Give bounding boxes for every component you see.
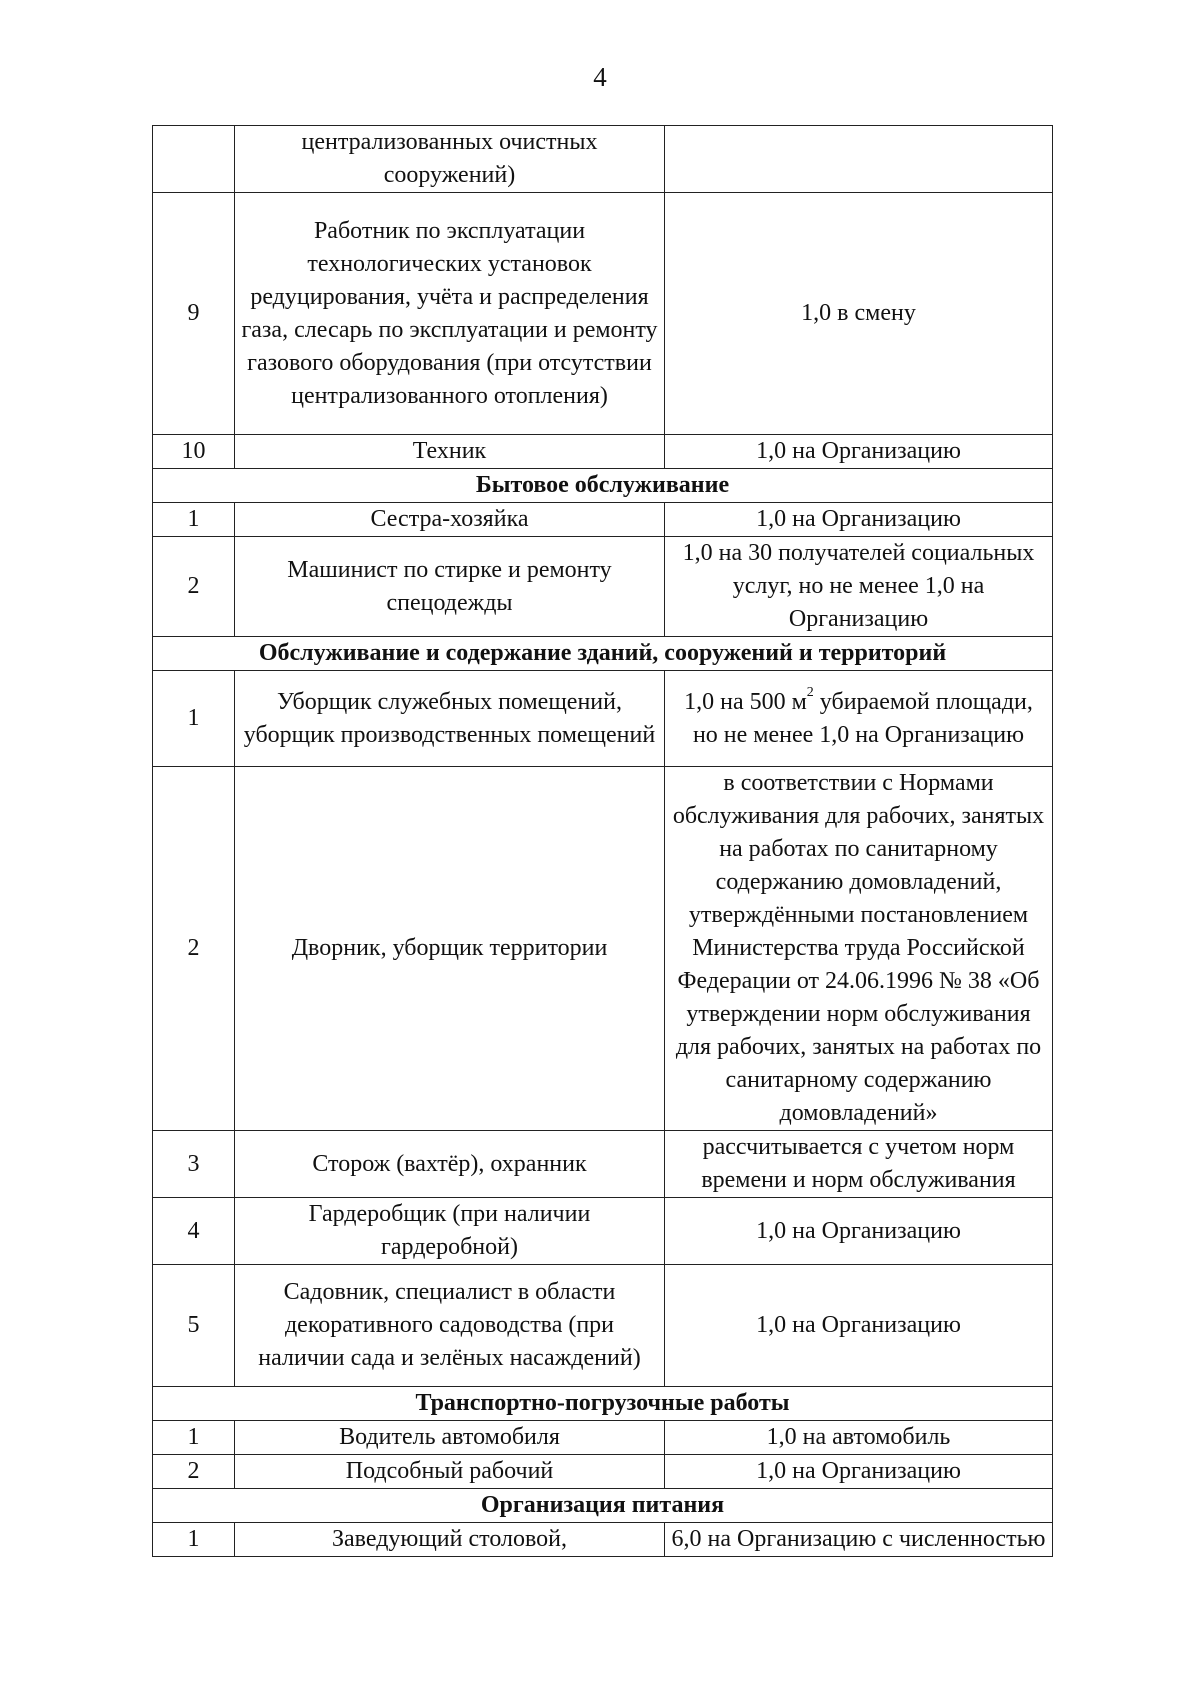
row-number: 2 xyxy=(153,1455,235,1489)
norm-cell: 1,0 в смену xyxy=(665,193,1053,435)
row-number: 1 xyxy=(153,671,235,767)
position-cell: Подсобный рабочий xyxy=(235,1455,665,1489)
table-row xyxy=(153,193,1053,435)
table-row xyxy=(153,503,1053,537)
norm-cell: в соответствии с Нормами обслуживания для рабочих, занятых на работах по санитарному содержанию домовладений, утверждёнными постановлением Министерства труда Российской Федерации от 24.06.1996 № 38 «Об утверждении норм обслуживания для рабочих, занятых на работах по санитарному содержанию домовладений» xyxy=(665,767,1053,1131)
section-header xyxy=(153,1489,1053,1523)
row-number: 10 xyxy=(153,435,235,469)
section-title: Транспортно-погрузочные работы xyxy=(153,1387,1053,1421)
row-number: 2 xyxy=(153,767,235,1131)
section-title: Обслуживание и содержание зданий, сооружений и территорий xyxy=(153,637,1053,671)
table-row xyxy=(153,1131,1053,1198)
norm-cell: 1,0 на Организацию xyxy=(665,1455,1053,1489)
area-unit-superscript: 2 xyxy=(806,684,814,700)
table-row xyxy=(153,1198,1053,1265)
position-cell: Садовник, специалист в области декоративного садоводства (при наличии сада и зелёных насаждений) xyxy=(235,1265,665,1387)
position-cell: Сторож (вахтёр), охранник xyxy=(235,1131,665,1198)
norm-cell xyxy=(665,671,1053,767)
position-cell: Работник по эксплуатации технологических установок редуцирования, учёта и распределения газа, слесарь по эксплуатации и ремонту газового оборудования (при отсутствии централизованного отопления) xyxy=(235,193,665,435)
position-cell: Уборщик служебных помещений, уборщик производственных помещений xyxy=(235,671,665,767)
position-cell: Сестра-хозяйка xyxy=(235,503,665,537)
norm-cell xyxy=(665,126,1053,193)
row-number: 1 xyxy=(153,503,235,537)
section-header xyxy=(153,1387,1053,1421)
norm-cell: 1,0 на автомобиль xyxy=(665,1421,1053,1455)
section-header xyxy=(153,469,1053,503)
table-row xyxy=(153,1421,1053,1455)
norm-cell: рассчитывается с учетом норм времени и норм обслуживания xyxy=(665,1131,1053,1198)
norm-cell: 6,0 на Организацию с численностью xyxy=(665,1523,1053,1557)
position-cell: Гардеробщик (при наличии гардеробной) xyxy=(235,1198,665,1265)
norm-cell: 1,0 на Организацию xyxy=(665,503,1053,537)
table-row xyxy=(153,537,1053,637)
position-cell: Техник xyxy=(235,435,665,469)
norm-cell: 1,0 на Организацию xyxy=(665,435,1053,469)
table-row xyxy=(153,1265,1053,1387)
row-number: 4 xyxy=(153,1198,235,1265)
row-number: 5 xyxy=(153,1265,235,1387)
table-row xyxy=(153,767,1053,1131)
norm-cell: 1,0 на Организацию xyxy=(665,1198,1053,1265)
norm-text-pre: 1,0 на 500 м xyxy=(684,688,807,715)
table-row xyxy=(153,435,1053,469)
row-number: 3 xyxy=(153,1131,235,1198)
staffing-norms-table xyxy=(152,125,1053,1557)
position-cell: Машинист по стирке и ремонту спецодежды xyxy=(235,537,665,637)
section-title: Организация питания xyxy=(153,1489,1053,1523)
row-number: 9 xyxy=(153,193,235,435)
table-row xyxy=(153,126,1053,193)
table-row xyxy=(153,671,1053,767)
row-number xyxy=(153,126,235,193)
table-row xyxy=(153,1523,1053,1557)
norm-cell: 1,0 на 30 получателей социальных услуг, но не менее 1,0 на Организацию xyxy=(665,537,1053,637)
norm-text-post: убираемой площади, но не менее 1,0 на Организацию xyxy=(692,688,1033,748)
page-number: 4 xyxy=(593,62,607,92)
position-cell: Водитель автомобиля xyxy=(235,1421,665,1455)
row-number: 2 xyxy=(153,537,235,637)
table-row xyxy=(153,1455,1053,1489)
row-number: 1 xyxy=(153,1421,235,1455)
section-header xyxy=(153,637,1053,671)
position-cell: централизованных очистных сооружений) xyxy=(235,126,665,193)
norm-cell: 1,0 на Организацию xyxy=(665,1265,1053,1387)
position-cell: Дворник, уборщик территории xyxy=(235,767,665,1131)
section-title: Бытовое обслуживание xyxy=(153,469,1053,503)
position-cell: Заведующий столовой, xyxy=(235,1523,665,1557)
row-number: 1 xyxy=(153,1523,235,1557)
